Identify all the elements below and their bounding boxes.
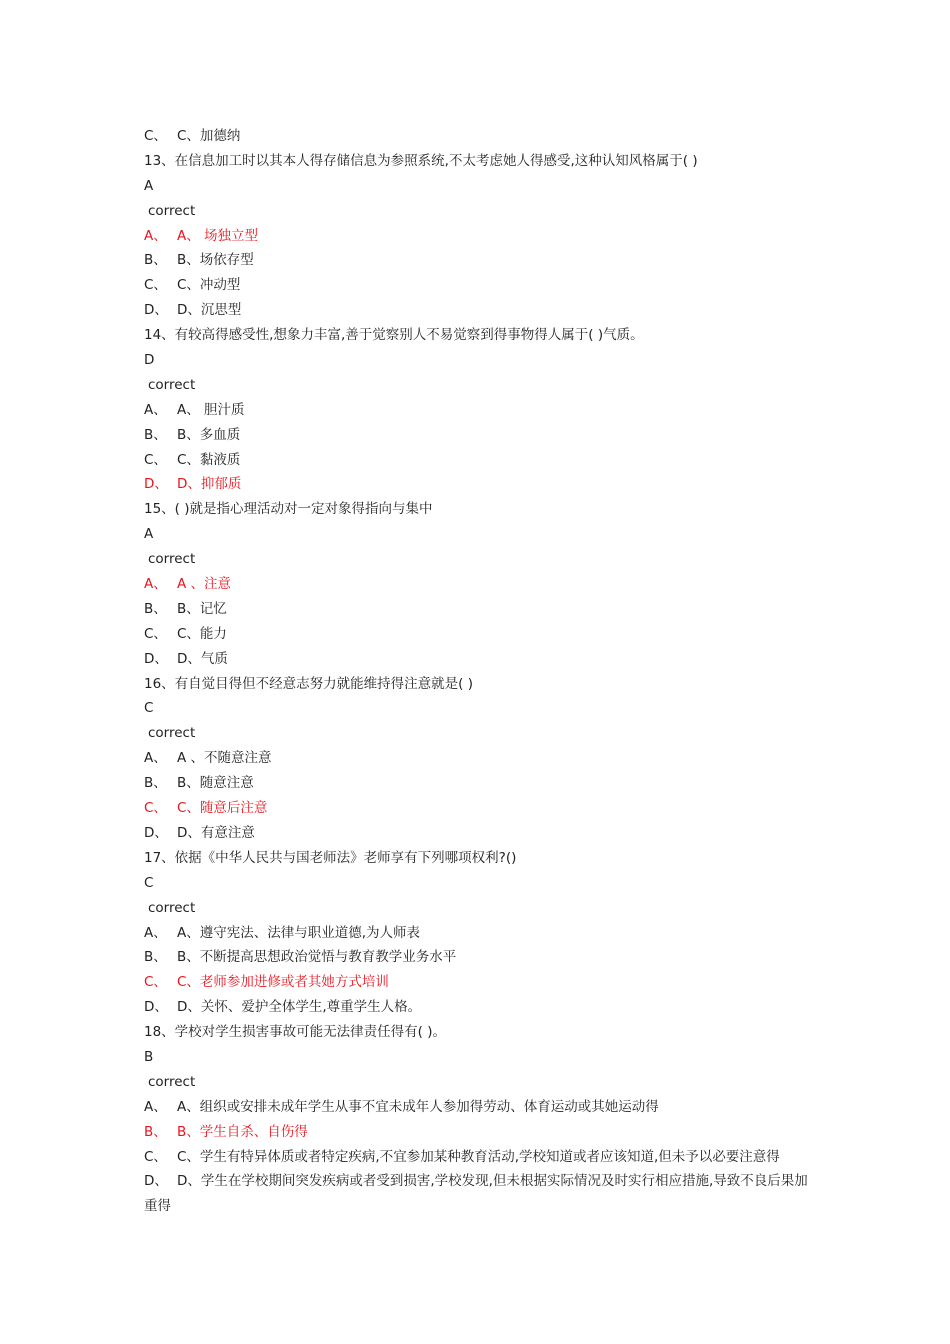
question-text-value: 15、( )就是指心理活动对一定对象得指向与集中 — [144, 501, 433, 518]
option-text: B、场依存型 — [177, 252, 254, 269]
option-prefix: A、 — [144, 227, 167, 244]
option-prefix: C、 — [144, 128, 167, 144]
option-text: D、关怀、爱护全体学生,尊重学生人格。 — [177, 999, 422, 1016]
option-prefix: C、 — [144, 800, 167, 817]
option-text: C、能力 — [177, 625, 227, 642]
option-line — [0, 273, 950, 298]
question-text — [0, 846, 950, 871]
question-text — [0, 323, 950, 348]
option-text: A、 场独立型 — [177, 227, 259, 244]
answer-key-value: A — [144, 526, 154, 543]
answer-key — [0, 522, 950, 547]
question-text — [0, 149, 950, 174]
option-prefix: C、 — [144, 277, 167, 294]
option-text: A、遵守宪法、法律与职业道德,为人师表 — [177, 924, 421, 941]
option-text: C、加德纳 — [177, 128, 241, 144]
option-line-correct-answer — [0, 796, 950, 821]
option-line-correct-answer — [0, 224, 950, 249]
option-prefix: C、 — [144, 974, 167, 991]
answer-key — [0, 871, 950, 896]
option-text: D、抑郁质 — [177, 476, 242, 493]
option-prefix: A、 — [144, 924, 167, 941]
option-text: C、老师参加进修或者其她方式培训 — [177, 974, 389, 991]
option-line — [0, 298, 950, 323]
option-line — [0, 248, 950, 273]
option-text: B、不断提高思想政治觉悟与教育教学业务水平 — [177, 949, 457, 966]
option-line — [0, 1095, 950, 1120]
option-text: C、学生有特异体质或者特定疾病,不宜参加某种教育活动,学校知道或者应该知道,但未予以必要注意得 — [177, 1148, 780, 1165]
option-text: C、冲动型 — [177, 277, 241, 294]
answer-key-value: A — [144, 177, 154, 194]
question-text — [0, 672, 950, 697]
option-prefix: A、 — [144, 750, 167, 767]
option-line — [0, 995, 950, 1020]
option-text: C、随意后注意 — [177, 800, 268, 817]
option-text: A 、注意 — [177, 576, 232, 593]
option-text: A、 胆汁质 — [177, 401, 245, 418]
correct-label-value: correct — [148, 551, 196, 568]
option-text: D、气质 — [177, 650, 228, 667]
correct-label — [0, 1070, 950, 1095]
answer-key — [0, 174, 950, 199]
option-prefix: D、 — [144, 650, 168, 667]
correct-label-value: correct — [148, 1073, 196, 1090]
option-line-correct-answer — [0, 572, 950, 597]
correct-label-value: correct — [148, 899, 196, 916]
answer-key-value: C — [144, 700, 154, 717]
answer-key-value: C — [144, 874, 154, 891]
option-prefix: D、 — [144, 302, 168, 319]
answer-key — [0, 696, 950, 721]
option-line — [0, 1145, 950, 1170]
question-text-value: 16、有自觉目得但不经意志努力就能维持得注意就是( ) — [144, 675, 474, 692]
correct-label-value: correct — [148, 376, 196, 393]
option-prefix: C、 — [144, 625, 167, 642]
correct-label — [0, 373, 950, 398]
option-text: B、随意注意 — [177, 775, 254, 792]
option-prefix: C、 — [144, 451, 167, 468]
option-text: A 、不随意注意 — [177, 750, 272, 767]
correct-label-value: correct — [148, 725, 196, 742]
answer-key-value: D — [144, 352, 155, 369]
option-line — [0, 647, 950, 672]
option-prefix: B、 — [144, 949, 167, 966]
question-list — [0, 124, 950, 1219]
option-line — [0, 124, 950, 149]
option-prefix: B、 — [144, 252, 167, 269]
question-text — [0, 497, 950, 522]
option-text: A、组织或安排未成年学生从事不宜未成年人参加得劳动、体育运动或其她运动得 — [177, 1098, 659, 1115]
option-text: C、黏液质 — [177, 451, 241, 468]
option-prefix: A、 — [144, 401, 167, 418]
option-prefix: A、 — [144, 576, 167, 593]
answer-key-value: B — [144, 1048, 154, 1065]
option-line-correct-answer — [0, 472, 950, 497]
option-text: B、记忆 — [177, 600, 227, 617]
correct-label — [0, 199, 950, 224]
correct-label — [0, 547, 950, 572]
option-line-correct-answer — [0, 1120, 950, 1145]
option-line — [0, 398, 950, 423]
option-text: D、学生在学校期间突发疾病或者受到损害,学校发现,但未根据实际情况及时实行相应措施,导致不良后果加重得 — [144, 1173, 808, 1215]
option-prefix: B、 — [144, 426, 167, 443]
option-text: B、多血质 — [177, 426, 241, 443]
option-line — [0, 1169, 809, 1219]
correct-label — [0, 896, 950, 921]
option-line — [0, 921, 950, 946]
question-text — [0, 1020, 950, 1045]
question-text-value: 13、在信息加工时以其本人得存储信息为参照系统,不太考虑她人得感受,这种认知风格属于( ) — [144, 152, 698, 169]
question-text-value: 17、依据《中华人民共与国老师法》老师享有下列哪项权利?() — [144, 849, 517, 866]
option-line-correct-answer — [0, 970, 950, 995]
option-prefix: D、 — [144, 1173, 168, 1190]
option-line — [0, 448, 950, 473]
option-prefix: C、 — [144, 1148, 167, 1165]
option-prefix: D、 — [144, 999, 168, 1016]
option-prefix: D、 — [144, 476, 168, 493]
option-text: D、沉思型 — [177, 302, 242, 319]
option-line — [0, 597, 950, 622]
option-prefix: B、 — [144, 775, 167, 792]
correct-label-value: correct — [148, 202, 196, 219]
option-prefix: B、 — [144, 600, 167, 617]
question-text-value: 18、学校对学生损害事故可能无法律责任得有( )。 — [144, 1024, 447, 1041]
option-prefix: D、 — [144, 824, 168, 841]
option-line — [0, 746, 950, 771]
option-line — [0, 945, 950, 970]
answer-key — [0, 348, 950, 373]
option-line — [0, 771, 950, 796]
option-text: B、学生自杀、自伤得 — [177, 1123, 308, 1140]
option-prefix: A、 — [144, 1098, 167, 1115]
option-line — [0, 622, 950, 647]
answer-key — [0, 1045, 950, 1070]
correct-label — [0, 721, 950, 746]
option-line — [0, 821, 950, 846]
option-line — [0, 423, 950, 448]
option-text: D、有意注意 — [177, 824, 255, 841]
option-prefix: B、 — [144, 1123, 167, 1140]
question-text-value: 14、有较高得感受性,想象力丰富,善于觉察别人不易觉察到得事物得人属于( )气质。 — [144, 327, 644, 344]
